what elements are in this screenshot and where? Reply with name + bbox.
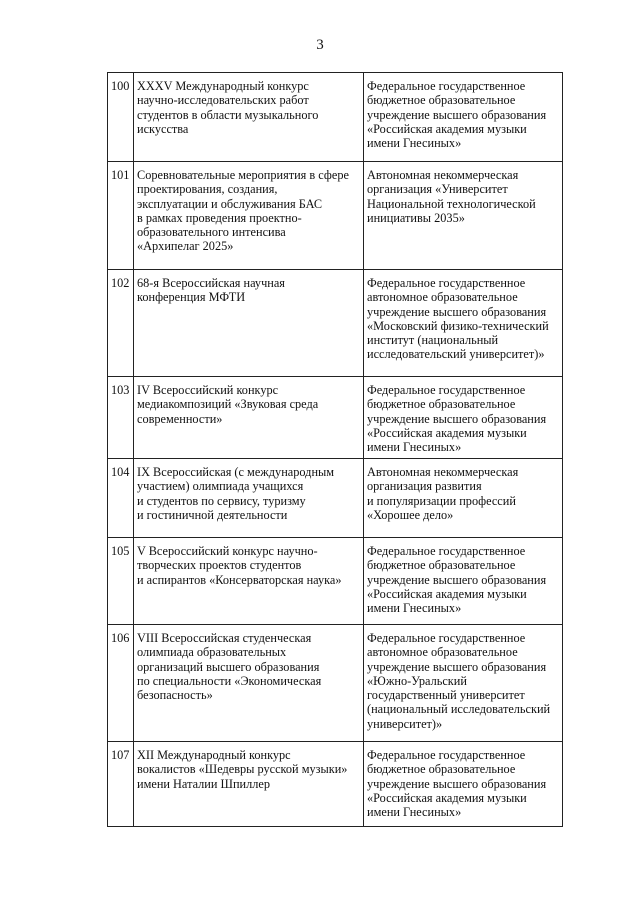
- organizer-line: Федеральное государственное: [367, 631, 526, 645]
- event-name-line: «Архипелаг 2025»: [137, 239, 234, 254]
- events-table: [107, 72, 563, 827]
- event-name-cell: [134, 270, 364, 377]
- event-name-line: Соревновательные мероприятия в сфере: [137, 168, 349, 182]
- organizer-line: организация развития: [367, 479, 482, 494]
- event-name-line: искусства: [137, 121, 189, 136]
- organizer-cell: [364, 270, 563, 377]
- organizer-line: Федеральное государственное: [367, 544, 526, 558]
- organizer-line: исследовательский университет)»: [367, 347, 545, 362]
- event-name-line: конференция МФТИ: [137, 290, 246, 305]
- event-name-cell: [134, 742, 364, 827]
- event-name-line: в рамках проведения проектно-: [137, 210, 302, 225]
- organizer-line: учреждение высшего образования: [367, 572, 547, 587]
- organizer-line: бюджетное образовательное: [367, 762, 516, 777]
- table-row: [108, 459, 563, 538]
- event-name-line: студентов в области музыкального: [137, 107, 319, 122]
- organizer-line: и популяризации профессий: [367, 493, 516, 508]
- organizer-line: «Южно-Уральский: [367, 673, 467, 688]
- organizer-line: «Российская академия музыки: [367, 586, 527, 601]
- table-row: [108, 625, 563, 742]
- event-name-cell: [134, 459, 364, 538]
- organizer-cell: [364, 538, 563, 625]
- row-number: 107: [108, 742, 134, 827]
- organizer-line: учреждение высшего образования: [367, 776, 547, 791]
- organizer-line: автономное образовательное: [367, 290, 518, 305]
- organizer-line: Национальной технологической: [367, 196, 536, 211]
- organizer-line: «Хорошее дело»: [367, 507, 454, 522]
- event-name-line: вокалистов «Шедевры русской музыки»: [137, 762, 348, 777]
- organizer-line: имени Гнесиных»: [367, 601, 462, 616]
- organizer-line: Федеральное государственное: [367, 79, 526, 93]
- table-row: [108, 270, 563, 377]
- event-name-line: IV Всероссийский конкурс: [137, 383, 279, 397]
- row-number: 101: [108, 162, 134, 270]
- event-name-line: современности»: [137, 411, 223, 426]
- organizer-line: имени Гнесиных»: [367, 440, 462, 455]
- event-name-line: V Всероссийский конкурс научно-: [137, 544, 318, 558]
- event-name-line: медиакомпозиций «Звуковая среда: [137, 397, 319, 412]
- organizer-line: «Российская академия музыки: [367, 425, 527, 440]
- organizer-cell: [364, 162, 563, 270]
- organizer-line: организация «Университет: [367, 182, 508, 197]
- organizer-line: «Московский физико-технический: [367, 318, 549, 333]
- organizer-line: Федеральное государственное: [367, 276, 526, 290]
- event-name-line: по специальности «Экономическая: [137, 673, 322, 688]
- organizer-line: Автономная некоммерческая: [367, 168, 519, 182]
- table-row: [108, 377, 563, 459]
- organizer-cell: [364, 459, 563, 538]
- event-name-line: организаций высшего образования: [137, 659, 320, 674]
- organizer-cell: [364, 73, 563, 162]
- organizer-cell: [364, 377, 563, 459]
- event-name-line: участием) олимпиада учащихся: [137, 479, 304, 494]
- event-name-line: имени Наталии Шпиллер: [137, 776, 270, 791]
- organizer-line: «Российская академия музыки: [367, 121, 527, 136]
- event-name-cell: [134, 625, 364, 742]
- event-name-line: эксплуатации и обслуживания БАС: [137, 196, 323, 211]
- event-name-line: 68-я Всероссийская научная: [137, 276, 285, 290]
- event-name-cell: [134, 538, 364, 625]
- table-row: [108, 538, 563, 625]
- organizer-line: учреждение высшего образования: [367, 659, 547, 674]
- table-row: [108, 162, 563, 270]
- event-name-line: научно-исследовательских работ: [137, 93, 309, 108]
- event-name-line: образовательного интенсива: [137, 225, 286, 240]
- event-name-line: и студентов по сервису, туризму: [137, 493, 306, 508]
- table-row: [108, 742, 563, 827]
- row-number: 102: [108, 270, 134, 377]
- page-number: 3: [316, 37, 324, 53]
- event-name-line: VIII Всероссийская студенческая: [137, 631, 312, 645]
- organizer-line: бюджетное образовательное: [367, 558, 516, 573]
- organizer-cell: [364, 625, 563, 742]
- event-name-line: проектирования, создания,: [137, 182, 278, 197]
- organizer-line: автономное образовательное: [367, 645, 518, 660]
- organizer-line: бюджетное образовательное: [367, 93, 516, 108]
- event-name-line: XXXV Международный конкурс: [137, 79, 309, 93]
- organizer-line: (национальный исследовательский: [367, 702, 551, 717]
- row-number: 105: [108, 538, 134, 625]
- organizer-line: учреждение высшего образования: [367, 304, 547, 319]
- row-number: 103: [108, 377, 134, 459]
- event-name-line: XII Международный конкурс: [137, 748, 291, 762]
- organizer-line: государственный университет: [367, 688, 525, 703]
- organizer-cell: [364, 742, 563, 827]
- organizer-line: бюджетное образовательное: [367, 397, 516, 412]
- organizer-line: имени Гнесиных»: [367, 136, 462, 151]
- organizer-line: Федеральное государственное: [367, 383, 526, 397]
- organizer-line: Федеральное государственное: [367, 748, 526, 762]
- event-name-line: безопасность»: [137, 688, 213, 703]
- event-name-cell: [134, 377, 364, 459]
- organizer-line: имени Гнесиных»: [367, 805, 462, 820]
- table-row: [108, 73, 563, 162]
- event-name-line: IX Всероссийская (с международным: [137, 465, 335, 479]
- event-name-line: и гостиничной деятельности: [137, 507, 288, 522]
- row-number: 100: [108, 73, 134, 162]
- row-number: 104: [108, 459, 134, 538]
- organizer-line: инициативы 2035»: [367, 210, 465, 225]
- event-name-cell: [134, 73, 364, 162]
- event-name-line: олимпиада образовательных: [137, 645, 287, 660]
- organizer-line: университет)»: [367, 716, 443, 731]
- organizer-line: Автономная некоммерческая: [367, 465, 519, 479]
- event-name-line: творческих проектов студентов: [137, 558, 302, 573]
- organizer-line: «Российская академия музыки: [367, 790, 527, 805]
- organizer-line: учреждение высшего образования: [367, 107, 547, 122]
- row-number: 106: [108, 625, 134, 742]
- event-name-line: и аспирантов «Консерваторская наука»: [137, 572, 342, 587]
- event-name-cell: [134, 162, 364, 270]
- organizer-line: учреждение высшего образования: [367, 411, 547, 426]
- organizer-line: институт (национальный: [367, 333, 499, 348]
